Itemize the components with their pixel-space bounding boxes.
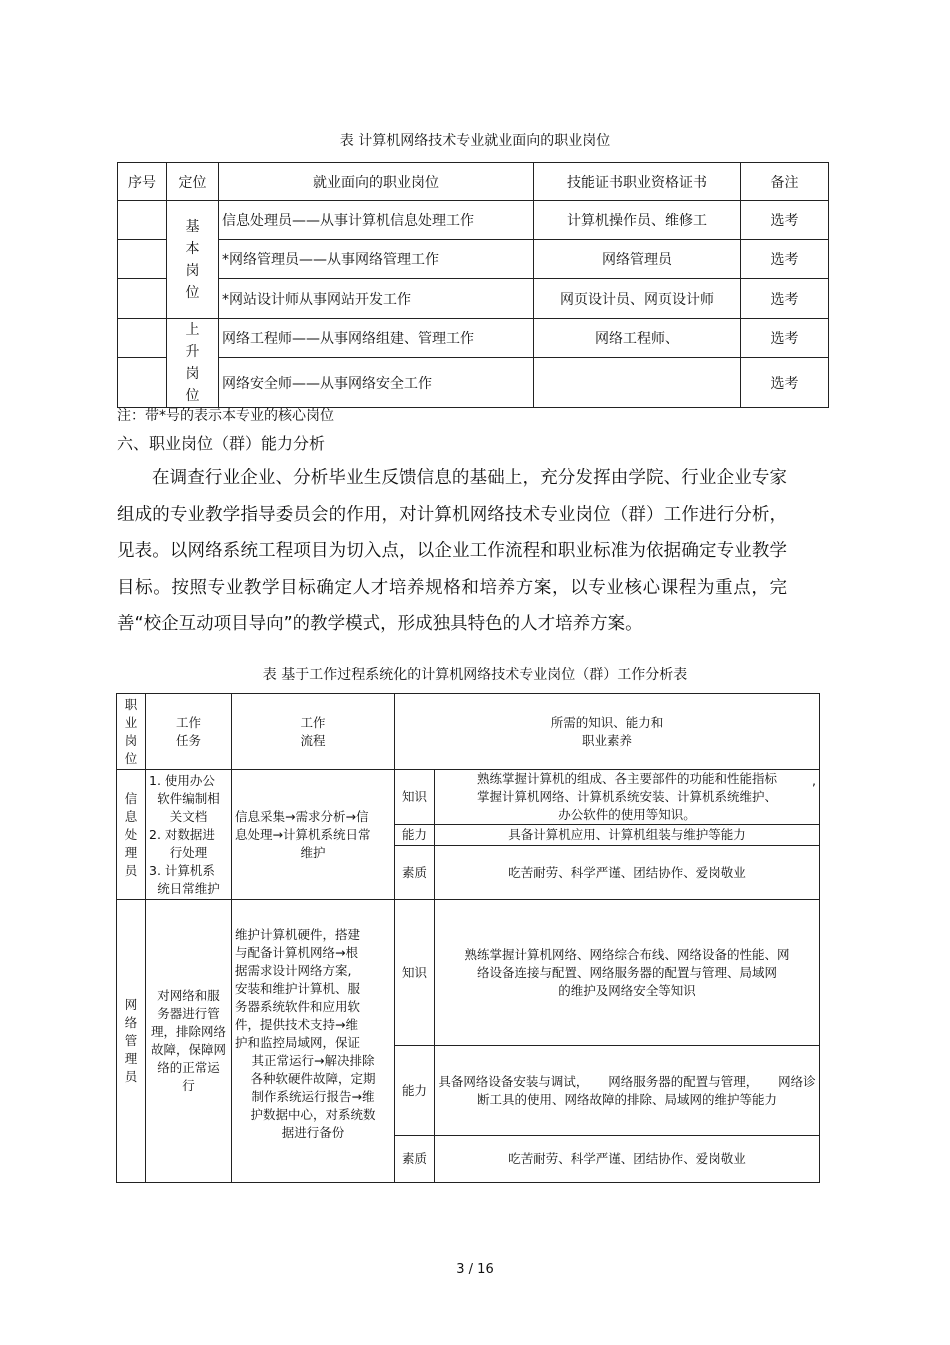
row-note: 选考 (741, 358, 829, 408)
knowledge-mark: , (812, 773, 817, 788)
knowledge-line: 熟练掌握计算机网络、网络综合布线、网络设备的性能、网 (464, 946, 790, 962)
row-job: 信息处理员——从事计算机信息处理工作 (219, 201, 534, 240)
task-cell (146, 770, 232, 900)
ability-line: 断工具的使用、网络故障的排除、局域网的维护等能力 (477, 1091, 778, 1107)
task-line: 务器进行管 (157, 1006, 220, 1021)
table1-caption: 表 计算机网络技术专业就业面向的职业岗位 (339, 133, 611, 149)
row-cert: 网页设计员、网页设计师 (534, 279, 741, 319)
header-cert: 技能证书职业资格证书 (534, 163, 741, 201)
row-cert: 计算机操作员、维修工 (534, 201, 741, 240)
header-seq: 序号 (118, 163, 167, 201)
task-line: 2. 对数据进 (149, 826, 215, 842)
table-row (117, 900, 820, 1046)
quality-cell: 吃苦耐劳、科学严谨、团结协作、爱岗敬业 (435, 846, 820, 900)
ability-label: 能力 (395, 825, 435, 846)
post-char: 信 (124, 790, 138, 806)
post-cell (117, 770, 146, 900)
flow-cell (232, 900, 395, 1183)
quality-label: 素质 (395, 846, 435, 900)
knowledge-line: 办公软件的使用等知识。 (558, 807, 696, 822)
task-line: 行 (182, 1078, 195, 1093)
row-note: 选考 (741, 279, 829, 319)
header-char: 业 (124, 714, 138, 730)
task-line: 故障，保障网 (150, 1042, 226, 1057)
task-line: 行处理 (169, 844, 208, 860)
flow-line: 据需求设计网络方案, (235, 963, 352, 978)
knowledge-line: 的维护及网络安全等知识 (558, 982, 696, 998)
post-char: 管 (124, 1033, 138, 1048)
knowledge-line: 络设备连接与配置、网络服务器的配置与管理、局域网 (477, 964, 778, 980)
flow-line: 息处理→计算机系统日常 (235, 826, 371, 842)
header-line: 所需的知识、能力和 (550, 714, 664, 730)
row-job: *网站设计师从事网站开发工作 (219, 279, 534, 319)
header-line: 工作 (300, 714, 326, 730)
header-post (117, 694, 146, 770)
table2-caption: 表 基于工作过程系统化的计算机网络技术专业岗位（群）工作分析表 (262, 667, 688, 683)
row-seq (118, 358, 167, 408)
post-cell (117, 900, 146, 1183)
header-char: 职 (124, 696, 138, 712)
flow-line: 护和监控局域网，保证 (235, 1035, 361, 1050)
table-row (118, 358, 829, 408)
flow-line: 据进行备份 (281, 1125, 345, 1140)
task-cell (146, 900, 232, 1183)
group-up-char: 升 (185, 344, 200, 360)
ability-cell: 具备计算机应用、计算机组装与维护等能力 (435, 825, 820, 846)
ability-cell (435, 1046, 820, 1136)
knowledge-line: 掌握计算机网络、计算机系统安装、计算机系统维护、 (477, 789, 778, 804)
quality-label: 素质 (395, 1136, 435, 1183)
flow-line: 其正常运行→解决排除 (251, 1053, 375, 1068)
task-line: 关文档 (169, 808, 208, 824)
row-note: 选考 (741, 240, 829, 279)
flow-line: 制作系统运行报告→维 (251, 1089, 375, 1104)
group-up-char: 岗 (185, 366, 200, 382)
post-char: 员 (124, 862, 138, 878)
flow-line: 安装和维护计算机、服 (235, 981, 361, 996)
group-basic-char: 位 (185, 284, 200, 301)
job-positions-table (117, 162, 829, 408)
row-cert (534, 358, 741, 408)
page-number: 3 / 16 (456, 1262, 494, 1277)
row-seq (118, 319, 167, 358)
table-row (118, 319, 829, 358)
job-analysis-table (116, 693, 820, 1183)
section-heading: 六、职业岗位（群）能力分析 (117, 434, 326, 453)
flow-cell (232, 770, 395, 900)
knowledge-label: 知识 (395, 770, 435, 825)
row-note: 选考 (741, 201, 829, 240)
header-line: 任务 (175, 732, 201, 748)
post-char: 息 (124, 808, 138, 824)
table1-footnote: 注：带*号的表示本专业的核心岗位 (117, 408, 334, 424)
table-header-row (117, 694, 820, 770)
header-line: 流程 (300, 732, 326, 748)
quality-cell: 吃苦耐劳、科学严谨、团结协作、爱岗敬业 (435, 1136, 820, 1183)
group-up-char: 上 (185, 322, 200, 338)
post-char: 理 (124, 1051, 138, 1066)
table-row (118, 201, 829, 240)
task-line: 3. 计算机系 (149, 862, 215, 878)
row-seq (118, 240, 167, 279)
header-requirements (395, 694, 820, 770)
group-basic-char: 岗 (185, 262, 200, 279)
group-up (167, 319, 219, 408)
header-line: 工作 (175, 714, 201, 730)
post-char: 络 (124, 1015, 138, 1030)
task-line: 理，排除网络 (150, 1024, 226, 1039)
post-char: 理 (124, 844, 138, 860)
flow-line: 件，提供技术支持→维 (235, 1017, 358, 1032)
table-header-row (118, 163, 829, 201)
group-basic-char: 基 (185, 218, 200, 235)
row-job: 网络安全师——从事网络安全工作 (219, 358, 534, 408)
knowledge-label: 知识 (395, 900, 435, 1046)
row-cert: 网络管理员 (534, 240, 741, 279)
knowledge-cell (435, 770, 820, 825)
table-row (117, 770, 820, 825)
row-seq (118, 201, 167, 240)
flow-line: 信息采集→需求分析→信 (235, 808, 369, 824)
header-task (146, 694, 232, 770)
post-char: 处 (124, 826, 138, 842)
flow-line: 维护 (300, 844, 326, 860)
flow-line: 维护计算机硬件，搭建 (235, 927, 361, 942)
table-row (118, 240, 829, 279)
task-line: 对网络和服 (157, 988, 220, 1003)
header-position: 定位 (167, 163, 219, 201)
task-line: 1. 使用办公 (149, 772, 215, 788)
knowledge-cell (435, 900, 820, 1046)
header-flow (232, 694, 395, 770)
row-cert: 网络工程师、 (534, 319, 741, 358)
ability-line: 具备网络设备安装与调试， 网络服务器的配置与管理， 网络诊 (438, 1073, 816, 1089)
group-basic (167, 201, 219, 319)
flow-line: 护数据中心，对系统数 (250, 1107, 376, 1122)
flow-line: 与配备计算机网络→根 (235, 945, 358, 960)
knowledge-line: 熟练掌握计算机的组成、各主要部件的功能和性能指标 (477, 771, 778, 786)
post-char: 网 (124, 997, 138, 1012)
body-paragraph: 在调查行业企业、分析毕业生反馈信息的基础上，充分发挥由学院、行业企业专家组成的专业教学指导委员会的作用，对计算机网络技术专业岗位（群）工作进行分析，见表。以网络系统工程项目为切入点，以企业工作流程和职业标准为依据确定专业教学目标。按照专业教学目标确定人才培养规格和培养方案，以专业核心课程为重点，完善“校企互动项目导向”的教学模式，形成独具特色的人才培养方案。 (117, 468, 787, 634)
flow-line: 各种软硬件故障，定期 (250, 1071, 376, 1086)
header-line: 职业素养 (582, 732, 633, 748)
row-job: 网络工程师——从事网络组建、管理工作 (219, 319, 534, 358)
flow-line: 务器系统软件和应用软 (235, 999, 361, 1014)
header-char: 位 (124, 750, 138, 766)
table-row (118, 279, 829, 319)
header-note: 备注 (741, 163, 829, 201)
post-char: 员 (124, 1069, 138, 1084)
header-job: 就业面向的职业岗位 (219, 163, 534, 201)
row-job: *网络管理员——从事网络管理工作 (219, 240, 534, 279)
row-note: 选考 (741, 319, 829, 358)
group-basic-char: 本 (185, 240, 200, 257)
task-line: 软件编制相 (157, 790, 220, 806)
group-up-char: 位 (185, 388, 200, 404)
header-char: 岗 (124, 732, 138, 748)
ability-label: 能力 (395, 1046, 435, 1136)
row-seq (118, 279, 167, 319)
task-line: 统日常维护 (157, 880, 220, 896)
task-line: 络的正常运 (157, 1060, 220, 1075)
